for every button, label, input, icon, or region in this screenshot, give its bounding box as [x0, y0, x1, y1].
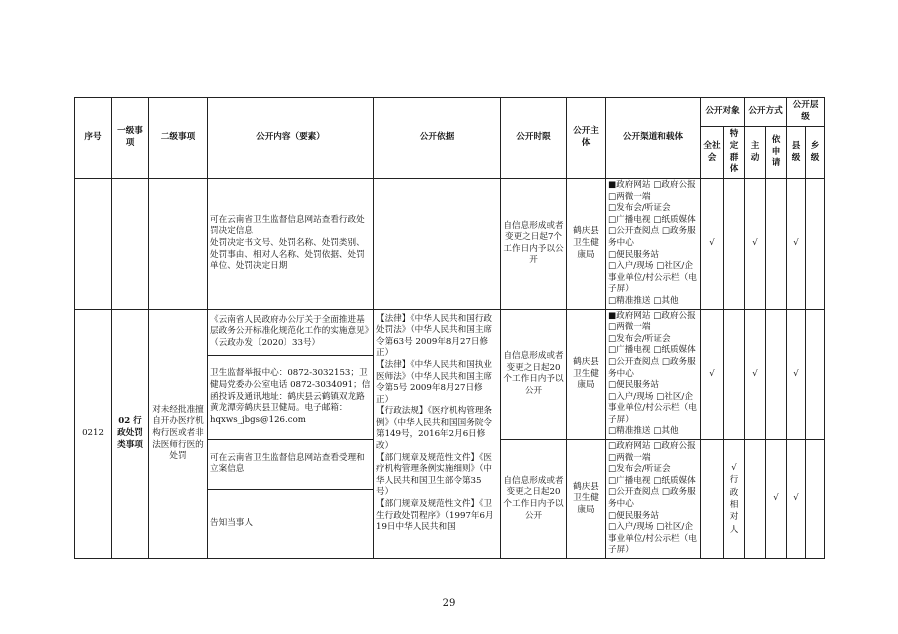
- check-target-specific: [724, 309, 745, 440]
- header-channel: 公开渠道和载体: [606, 98, 701, 179]
- cell-content: 《云南省人民政府办公厅关于全面推进基层政务公开标准化规范化工作的实施意见》（云政办发〔2020〕33号）: [208, 309, 374, 355]
- check-mode-request: [766, 309, 787, 440]
- cell-seq: 0212: [75, 309, 112, 558]
- cell-basis: [374, 179, 501, 310]
- cell-channel: ■政府网站 □政府公报 □两微一端 □发布会/听证会 □广播电视 □纸质媒体 □公开查阅点 □政务服务中心 □便民服务站 □入户/现场 □社区/企事业单位/村公示栏（电子屏） □精准推送 □其他: [606, 309, 701, 440]
- cell-level2: 对未经批准擅自开办医疗机构行医或者非法医师行医的处罚: [149, 309, 208, 558]
- cell-content: 告知当事人: [208, 489, 374, 558]
- cell-time-limit: 自信息形成或者变更之日起7个工作日内予以公开: [501, 179, 567, 310]
- check-mode-request: [766, 179, 787, 310]
- check-target-specific: √ 行 政 相 对 人: [724, 440, 745, 559]
- cell-basis: 【法律】《中华人民共和国行政处罚法》（中华人民共和国主席令第63号 2009年8月27日修正） 【法律】《中华人民共和国执业医师法》（中华人民共和国主席令第5号 2009年8月27日修正） 【行政法规】《医疗机构管理条例》（中华人民共和国国务院令第149号，2016年2月6日修改） 【部门规章及规范性文件】《医疗机构管理条例实施细则》（中华人民共和国卫生部令第35号） 【部门规章及规范性文件】《卫生行政处罚程序》（1997年6月19日中华人民共和国: [374, 309, 501, 558]
- check-mode-active: √: [745, 309, 766, 440]
- check-target-all: [701, 440, 724, 559]
- cell-content: 可在云南省卫生监督信息网站查看行政处罚决定信息 处罚决定书文号、处罚名称、处罚类别、处罚事由、相对人名称、处罚依据、处罚单位、处罚决定日期: [208, 179, 374, 310]
- table-row: [75, 179, 825, 310]
- disclosure-table: [74, 97, 825, 559]
- header-seq: 序号: [75, 98, 112, 179]
- check-mode-active: [745, 440, 766, 559]
- check-level-town: [806, 179, 825, 310]
- table-row: [75, 309, 825, 355]
- cell-content: 可在云南省卫生监督信息网站查看受理和立案信息: [208, 440, 374, 490]
- header-level-county: 县级: [787, 127, 806, 179]
- check-mode-request: √: [766, 440, 787, 559]
- header-mode-request: 依申请: [766, 127, 787, 179]
- check-level-county: √: [787, 179, 806, 310]
- header-target: 公开对象: [701, 98, 745, 127]
- cell-level2: [149, 179, 208, 310]
- check-level-county: √: [787, 440, 806, 559]
- header-level-town: 乡级: [806, 127, 825, 179]
- header-target-all: 全社会: [701, 127, 724, 179]
- check-mode-active: √: [745, 179, 766, 310]
- cell-seq: [75, 179, 112, 310]
- header-level2: 二级事项: [149, 98, 208, 179]
- header-subject: 公开主体: [567, 98, 606, 179]
- page-number: 29: [442, 598, 456, 609]
- cell-channel: □政府网站 □政府公报 □两微一端 □发布会/听证会 □广播电视 □纸质媒体 □公开查阅点 □政务服务中心 □便民服务站 □入户/现场 □社区/企事业单位/村公示栏（电子屏）: [606, 440, 701, 559]
- cell-subject: 鹤庆县卫生健康局: [567, 179, 606, 310]
- cell-time-limit: 自信息形成或者变更之日起20个工作日内予以公开: [501, 440, 567, 559]
- check-target-all: √: [701, 309, 724, 440]
- cell-level1: 02 行政处罚类事项: [112, 309, 149, 558]
- check-level-town: [806, 309, 825, 440]
- header-content: 公开内容（要素）: [208, 98, 374, 179]
- header-target-specific: 特定群体: [724, 127, 745, 179]
- header-time-limit: 公开时限: [501, 98, 567, 179]
- cell-time-limit: 自信息形成或者变更之日起20个工作日内予以公开: [501, 309, 567, 440]
- header-level: 公开层级: [787, 98, 825, 127]
- header-row-1: [75, 98, 825, 127]
- header-basis: 公开依据: [374, 98, 501, 179]
- check-level-county: √: [787, 309, 806, 440]
- cell-content: 卫生监督举报中心：0872-3032153；卫健局党委办公室电话 0872-3034091；信函投诉及通讯地址：鹤庆县云鹤镇双龙路黄龙潭旁鹤庆县卫健局。电子邮箱：hqxws_jbgs@126.com: [208, 355, 374, 439]
- check-target-all: √: [701, 179, 724, 310]
- check-target-specific: [724, 179, 745, 310]
- header-level1: 一级事项: [112, 98, 149, 179]
- cell-subject: 鹤庆县卫生健康局: [567, 440, 606, 559]
- cell-level1: [112, 179, 149, 310]
- check-level-town: [806, 440, 825, 559]
- header-mode-active: 主动: [745, 127, 766, 179]
- header-mode: 公开方式: [745, 98, 787, 127]
- cell-subject: 鹤庆县卫生健康局: [567, 309, 606, 440]
- cell-channel: ■政府网站 □政府公报 □两微一端 □发布会/听证会 □广播电视 □纸质媒体 □公开查阅点 □政务服务中心 □便民服务站 □入户/现场 □社区/企事业单位/村公示栏（电子屏） □精准推送 □其他: [606, 179, 701, 310]
